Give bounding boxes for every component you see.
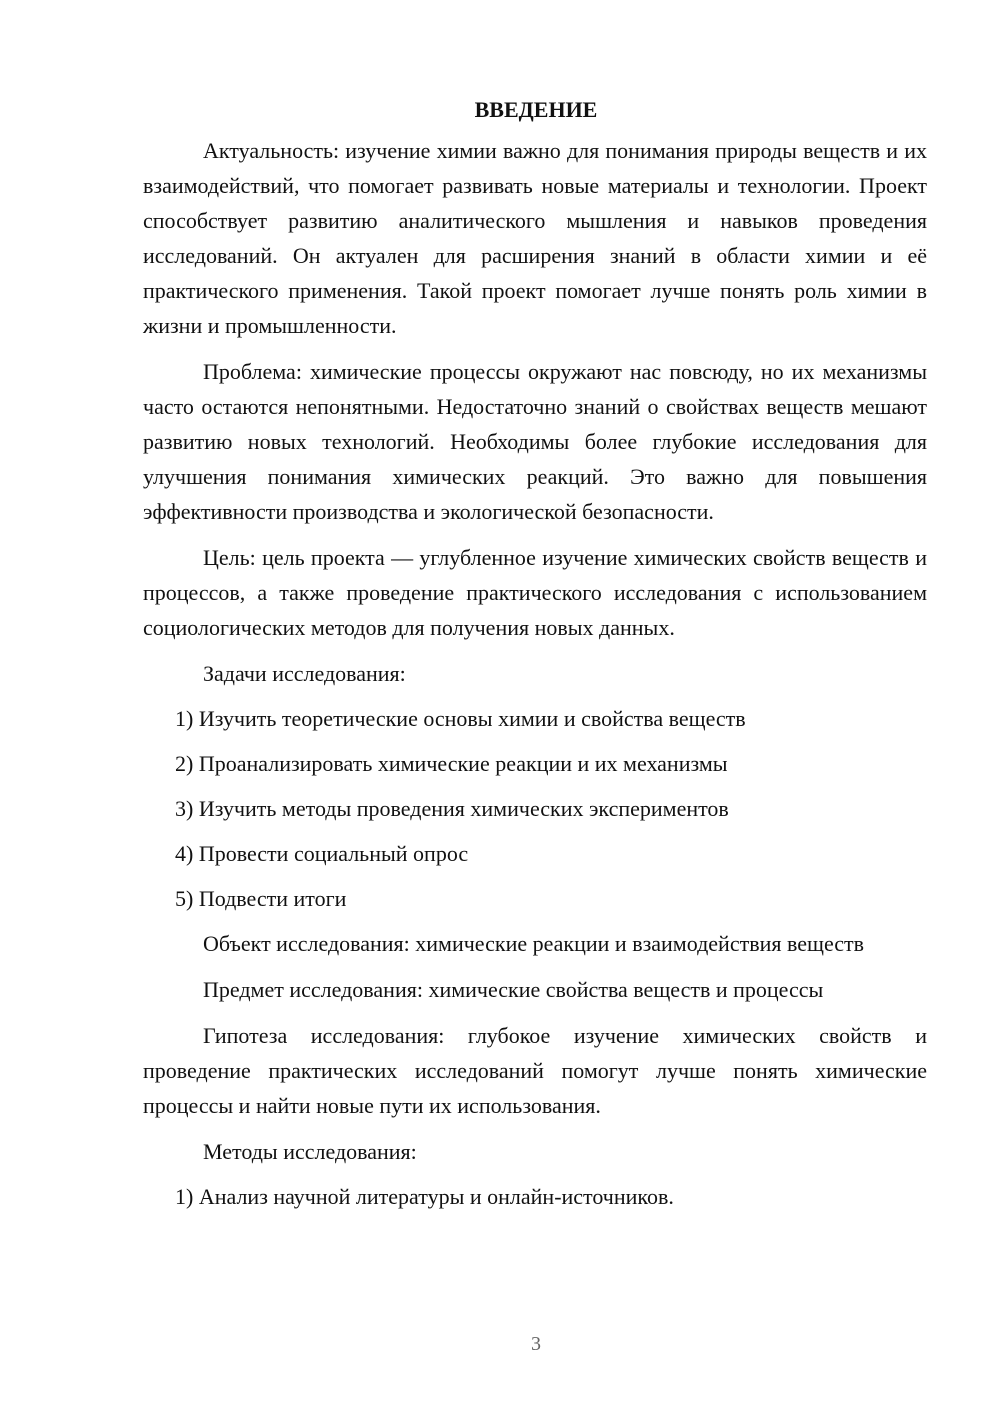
list-item: 4) Провести социальный опрос	[175, 841, 469, 866]
document-page	[143, 92, 927, 1224]
subject-paragraph: Предмет исследования: химические свойства веществ и процессы	[203, 977, 824, 1002]
methods-list	[143, 1179, 927, 1214]
tasks-list	[143, 701, 927, 916]
methods-heading: Методы исследования:	[203, 1139, 417, 1164]
goal-paragraph: Цель: цель проекта — углубленное изучение химических свойств веществ и процессов, а также проведение практического исследования с использованием социологических методов для получения новых данных.	[143, 545, 927, 640]
page-title: ВВЕДЕНИЕ	[474, 97, 598, 122]
list-item: 3) Изучить методы проведения химических экспериментов	[175, 796, 729, 821]
object-paragraph: Объект исследования: химические реакции и взаимодействия веществ	[203, 931, 865, 956]
tasks-heading: Задачи исследования:	[203, 661, 406, 686]
hypothesis-paragraph: Гипотеза исследования: глубокое изучение химических свойств и проведение практических исследований помогут лучше понять химические процессы и найти новые пути их использования.	[143, 1023, 927, 1118]
list-item: 1) Изучить теоретические основы химии и свойства веществ	[175, 706, 746, 731]
list-item: 5) Подвести итоги	[175, 886, 347, 911]
relevance-paragraph: Актуальность: изучение химии важно для понимания природы веществ и их взаимодействий, что помогает развивать новые материалы и технологии. Проект способствует развитию аналитического мышления и навыков проведения исследований. Он актуален для расширения знаний в области химии и её практического применения. Такой проект помогает лучше понять роль химии в жизни и промышленности.	[143, 138, 927, 338]
problem-paragraph: Проблема: химические процессы окружают нас повсюду, но их механизмы часто остаются непонятными. Недостаточно знаний о свойствах веществ мешают развитию новых технологий. Необходимы более глубокие исследования для улучшения понимания химических реакций. Это важно для повышения эффективности производства и экологической безопасности.	[143, 359, 927, 524]
page-number: 3	[531, 1333, 541, 1355]
list-item: 1) Анализ научной литературы и онлайн-источников.	[175, 1184, 674, 1209]
list-item: 2) Проанализировать химические реакции и их механизмы	[175, 751, 728, 776]
